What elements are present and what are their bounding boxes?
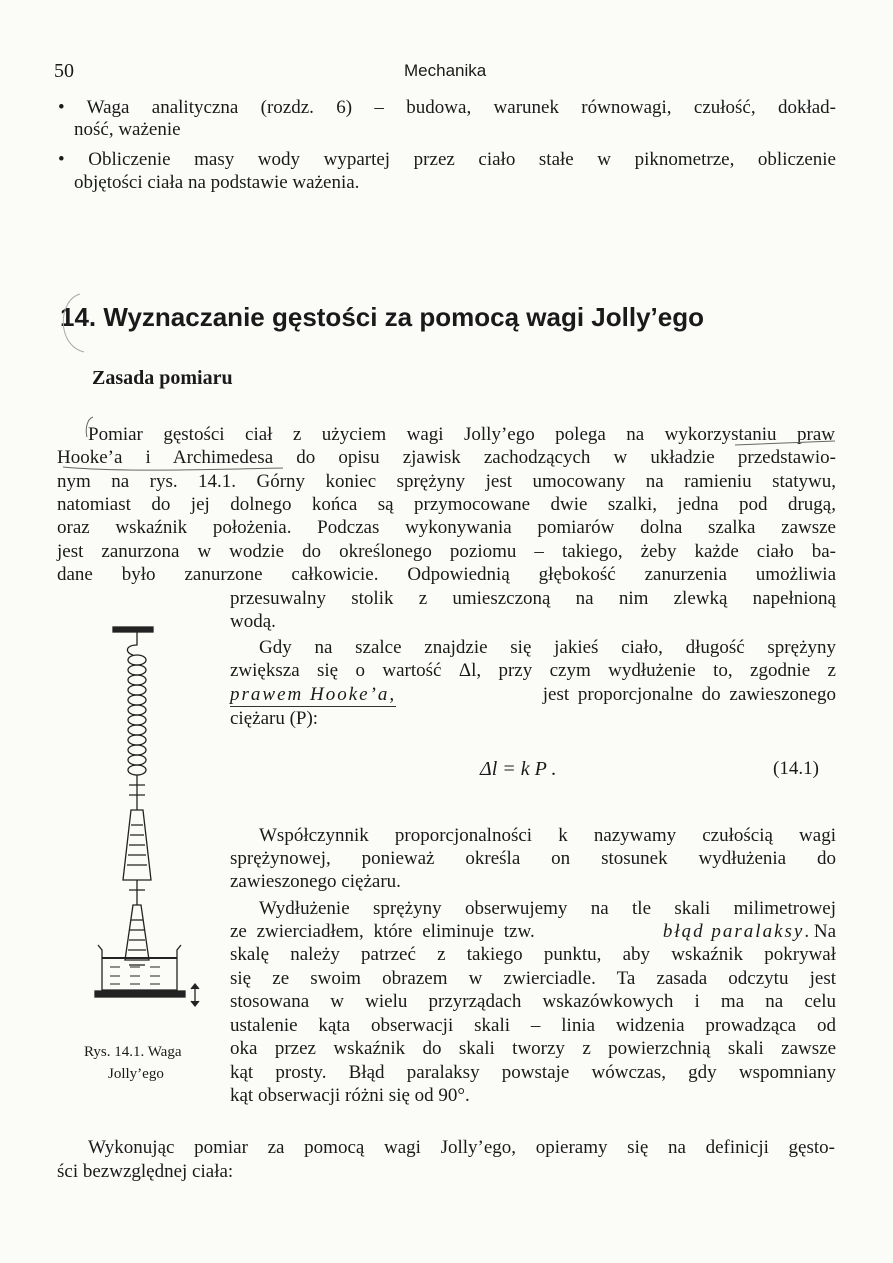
bullet-2-line-1: • Obliczenie masy wody wypartej przez ciało stałe w piknometrze, obliczenie [58, 149, 836, 170]
para-line: sprężynowej, ponieważ określa on stosunek wydłużenia do [230, 848, 836, 869]
figure-caption-line-1: Rys. 14.1. Waga [84, 1044, 182, 1060]
para-line: skalę należy patrzeć z takiego punktu, aby wskaźnik pokrywał [230, 944, 836, 965]
subsection-heading: Zasada pomiaru [92, 367, 233, 389]
para-line: dane było zanurzone całkowicie. Odpowiednią głębokość zanurzenia umożliwia [57, 564, 836, 585]
hooke-law-term: prawem Hooke’a, [230, 684, 397, 705]
bullet-1-line-2: ność, ważenie [74, 119, 181, 140]
figure-caption-line-2: Jolly’ego [108, 1066, 164, 1082]
para-line: kąt obserwacji różni się od 90°. [230, 1085, 470, 1106]
para-line: Wydłużenie sprężyny obserwujemy na tle skali milimetrowej [259, 898, 836, 919]
bullet-2-line-2: objętości ciała na podstawie ważenia. [74, 172, 360, 193]
para-line: oraz wskaźnik położenia. Podczas wykonywania pomiarów dolna szalka zawsze [57, 517, 836, 538]
section-number: 14. [60, 302, 97, 332]
para-line: ści bezwzględnej ciała: [57, 1161, 234, 1182]
para-line: natomiast do jej dolnego końca są przymocowane dwie szalki, jedna pod drugą, [57, 494, 836, 515]
bullet-1-line-1: • Waga analityczna (rozdz. 6) – budowa, warunek równowagi, czułość, dokład- [58, 97, 836, 118]
para-line: ciężaru (P): [230, 708, 319, 729]
section-heading [60, 302, 704, 333]
para-line: zwiększa się o wartość Δl, przy czym wydłużenie to, zgodnie z [230, 660, 836, 681]
text: jest proporcjonalne do zawieszonego [542, 684, 836, 705]
para-line: Wykonując pomiar za pomocą wagi Jolly’ego, opieramy się na definicji gęsto- [88, 1137, 835, 1158]
jolly-balance-figure [85, 615, 215, 1015]
handwritten-underline [55, 415, 845, 475]
text: . Na [804, 921, 836, 942]
section-title: Wyznaczanie gęstości za pomocą wagi Jolly’ego [103, 302, 704, 332]
para-line: się ze swoim obrazem w zwierciadle. Ta zasada odczytu jest [230, 968, 836, 989]
para-line: zawieszonego ciężaru. [230, 871, 401, 892]
para-line: Gdy na szalce znajdzie się jakieś ciało, długość sprężyny [259, 637, 836, 658]
para-line [230, 684, 836, 707]
para-line: oka przez wskaźnik do skali tworzy z powierzchnią skali zawsze [230, 1038, 836, 1059]
para-line [230, 921, 836, 943]
page-number: 50 [54, 60, 74, 82]
handwritten-circle-mark [50, 290, 100, 360]
running-title: Mechanika [404, 61, 487, 80]
parallax-term: błąd paralaksy [662, 921, 805, 942]
para-line: Hooke’a i Archimedesa do opisu zjawisk zachodzących w układzie przedstawio- [57, 447, 836, 468]
spring-icon [128, 655, 146, 775]
para-line: Współczynnik proporcjonalności k nazywamy czułością wagi [259, 825, 836, 846]
para-line: wodą. [230, 611, 276, 632]
para-line: przesuwalny stolik z umieszczoną na nim zlewką napełnioną [230, 588, 836, 609]
para-line: jest zanurzona w wodzie do określonego poziomu – takiego, żeby każde ciało ba- [57, 541, 836, 562]
para-line: nym na rys. 14.1. Górny koniec sprężyny jest umocowany na ramieniu statywu, [57, 471, 836, 492]
text: ze zwierciadłem, które eliminuje tzw. [230, 921, 535, 942]
equation-number: (14.1) [773, 758, 819, 779]
equation: Δl = k P . [480, 758, 557, 780]
para-line: kąt prosty. Błąd paralaksy powstaje wówczas, gdy wspomniany [230, 1062, 836, 1083]
para-line: stosowana w wielu przyrządach wskazówkowych i ma na celu [230, 991, 836, 1012]
para-line: Pomiar gęstości ciał z użyciem wagi Jolly’ego polega na wykorzystaniu praw [88, 424, 835, 445]
para-line: ustalenie kąta obserwacji skali – linia widzenia prowadząca od [230, 1015, 836, 1036]
